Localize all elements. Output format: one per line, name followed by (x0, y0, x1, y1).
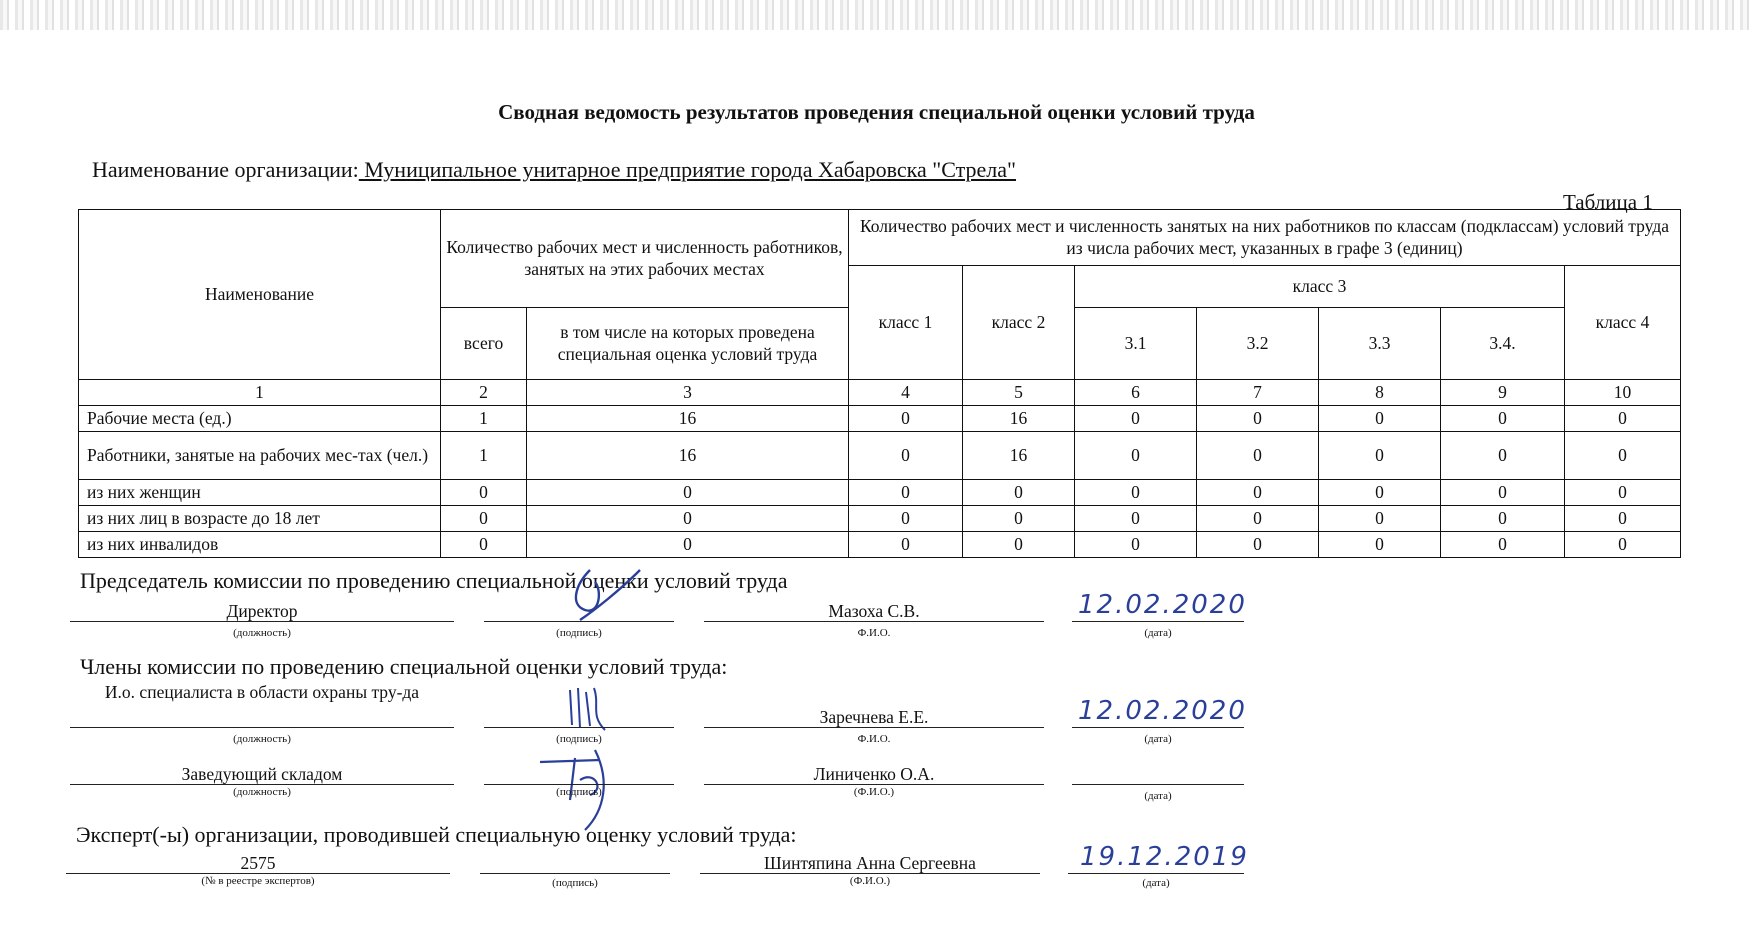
caption-date: (дата) (1142, 877, 1170, 889)
cell-value: 0 (441, 532, 527, 558)
organization-line (92, 157, 1016, 183)
cell-value: 16 (527, 432, 849, 480)
column-number: 9 (1441, 380, 1565, 406)
expert-signature-line (480, 873, 670, 874)
header-sub-3-1: 3.1 (1075, 308, 1197, 380)
header-class-1: класс 1 (849, 266, 963, 380)
table-row (79, 506, 1681, 532)
cell-value: 0 (1075, 406, 1197, 432)
member-1-date-line (1072, 727, 1244, 728)
caption-registry: (№ в реестре экспертов) (201, 875, 315, 887)
cell-value: 16 (527, 406, 849, 432)
row-label: из них женщин (79, 480, 441, 506)
organization-name: Муниципальное унитарное предприятие города Хабаровска "Стрела" (358, 157, 1017, 182)
table-row (79, 406, 1681, 432)
expert-heading: Эксперт(-ы) организации, проводившей специальную оценку условий труда: (76, 822, 797, 847)
cell-value: 0 (1441, 480, 1565, 506)
chairman-name-line (704, 621, 1044, 622)
cell-value: 1 (441, 406, 527, 432)
table-number: Таблица 1 (1563, 190, 1653, 214)
cell-value: 0 (1441, 406, 1565, 432)
caption-fio-paren: (Ф.И.О.) (853, 786, 895, 798)
caption-date: (дата) (1144, 627, 1172, 639)
column-number: 7 (1197, 380, 1319, 406)
member-2-position-line (70, 784, 454, 785)
column-number: 6 (1075, 380, 1197, 406)
cell-value: 0 (1197, 480, 1319, 506)
table-row (79, 480, 1681, 506)
member-2-signature-line (484, 784, 674, 785)
cell-value: 0 (1075, 480, 1197, 506)
cell-value: 1 (441, 432, 527, 480)
member-2-position: Заведующий складом (181, 764, 343, 784)
cell-value: 0 (963, 506, 1075, 532)
member-1-name: Заречнева Е.Е. (819, 707, 929, 727)
column-numbers-row (79, 380, 1681, 406)
cell-value: 0 (1319, 532, 1441, 558)
caption-position: (должность) (233, 733, 291, 745)
caption-fio: Ф.И.О. (857, 733, 891, 745)
members-heading: Члены комиссии по проведению специальной оценки условий труда: (80, 654, 728, 679)
header-assessed: в том числе на которых проведена специальная оценка условий труда (527, 308, 849, 380)
cell-value: 0 (1075, 506, 1197, 532)
cell-value: 0 (849, 506, 963, 532)
caption-signature: (подпись) (552, 877, 598, 889)
cell-value: 0 (1319, 432, 1441, 480)
member-1-position-line (70, 727, 454, 728)
member-1-name-line (704, 727, 1044, 728)
caption-date: (дата) (1144, 733, 1172, 745)
caption-fio: Ф.И.О. (857, 627, 891, 639)
cell-value: 0 (963, 480, 1075, 506)
cell-value: 0 (1319, 406, 1441, 432)
cell-value: 0 (1441, 532, 1565, 558)
cell-value: 16 (963, 432, 1075, 480)
caption-fio-paren: (Ф.И.О.) (849, 875, 891, 887)
document-title: Сводная ведомость результатов проведения специальной оценки условий труда (498, 100, 1255, 124)
chairman-date: 12.02.2020 (1078, 590, 1247, 620)
chairman-name: Мазоха С.В. (828, 601, 920, 621)
scan-noise-strip (0, 0, 1753, 30)
cell-value: 0 (1197, 406, 1319, 432)
member-2-name-line (704, 784, 1044, 785)
organization-label: Наименование организации: (92, 157, 359, 182)
member-2-date-line (1072, 784, 1244, 785)
caption-position: (должность) (233, 786, 291, 798)
chairman-position-line (70, 621, 454, 622)
row-label: Работники, занятые на рабочих мес-тах (чел.) (79, 432, 441, 480)
header-class-2: класс 2 (963, 266, 1075, 380)
expert-name: Шинтяпина Анна Сергеевна (764, 853, 976, 873)
header-class-3: класс 3 (1075, 266, 1565, 308)
chairman-signature (540, 560, 650, 630)
chairman-position: Директор (226, 601, 298, 621)
cell-value: 0 (1565, 506, 1681, 532)
caption-signature: (подпись) (556, 627, 602, 639)
cell-value: 0 (1441, 506, 1565, 532)
cell-value: 0 (1197, 532, 1319, 558)
cell-value: 0 (963, 532, 1075, 558)
caption-position: (должность) (233, 627, 291, 639)
member-1-signature-line (484, 727, 674, 728)
column-number: 3 (527, 380, 849, 406)
cell-value: 0 (1319, 480, 1441, 506)
chairman-date-line (1072, 621, 1244, 622)
column-number: 8 (1319, 380, 1441, 406)
column-number: 2 (441, 380, 527, 406)
cell-value: 0 (527, 480, 849, 506)
column-number: 1 (79, 380, 441, 406)
table-row (79, 532, 1681, 558)
cell-value: 0 (849, 532, 963, 558)
cell-value: 0 (1197, 432, 1319, 480)
cell-value: 0 (1565, 480, 1681, 506)
member-1-position: И.о. специалиста в области охраны тру-да (104, 682, 420, 702)
table-row (79, 432, 1681, 480)
expert-date: 19.12.2019 (1080, 842, 1249, 872)
column-number: 4 (849, 380, 963, 406)
member-2-name: Линиченко О.А. (813, 764, 935, 784)
cell-value: 16 (963, 406, 1075, 432)
member-1-date: 12.02.2020 (1078, 696, 1247, 726)
header-total: всего (441, 308, 527, 380)
cell-value: 0 (441, 480, 527, 506)
cell-value: 0 (1075, 532, 1197, 558)
expert-date-line (1068, 873, 1244, 874)
row-label: из них лиц в возрасте до 18 лет (79, 506, 441, 532)
cell-value: 0 (849, 406, 963, 432)
cell-value: 0 (1075, 432, 1197, 480)
expert-registry-line (66, 873, 450, 874)
results-table (78, 209, 1681, 558)
column-number: 5 (963, 380, 1075, 406)
cell-value: 0 (1197, 506, 1319, 532)
header-workplaces-group: Количество рабочих мест и численность работников, занятых на этих рабочих местах (441, 210, 849, 308)
cell-value: 0 (1565, 432, 1681, 480)
row-label: Рабочие места (ед.) (79, 406, 441, 432)
expert-name-line (700, 873, 1040, 874)
member-1-signature (560, 680, 620, 740)
header-classes-group: Количество рабочих мест и численность занятых на них работников по классам (подклассам) условий труда из числа рабочих мест, указанных в графе 3 (единиц) (849, 210, 1681, 266)
chairman-signature-line (484, 621, 674, 622)
cell-value: 0 (1565, 532, 1681, 558)
header-sub-3-4: 3.4. (1441, 308, 1565, 380)
caption-signature: (подпись) (556, 786, 602, 798)
cell-value: 0 (849, 432, 963, 480)
column-number: 10 (1565, 380, 1681, 406)
cell-value: 0 (1319, 506, 1441, 532)
cell-value: 0 (1441, 432, 1565, 480)
caption-date: (дата) (1144, 790, 1172, 802)
cell-value: 0 (441, 506, 527, 532)
row-label: из них инвалидов (79, 532, 441, 558)
header-class-4: класс 4 (1565, 266, 1681, 380)
cell-value: 0 (1565, 406, 1681, 432)
cell-value: 0 (849, 480, 963, 506)
expert-registry-no: 2575 (240, 853, 276, 873)
caption-signature: (подпись) (556, 733, 602, 745)
header-sub-3-3: 3.3 (1319, 308, 1441, 380)
chairman-heading: Председатель комиссии по проведению специальной оценки условий труда (80, 568, 788, 593)
cell-value: 0 (527, 506, 849, 532)
header-name: Наименование (79, 210, 441, 380)
cell-value: 0 (527, 532, 849, 558)
header-sub-3-2: 3.2 (1197, 308, 1319, 380)
